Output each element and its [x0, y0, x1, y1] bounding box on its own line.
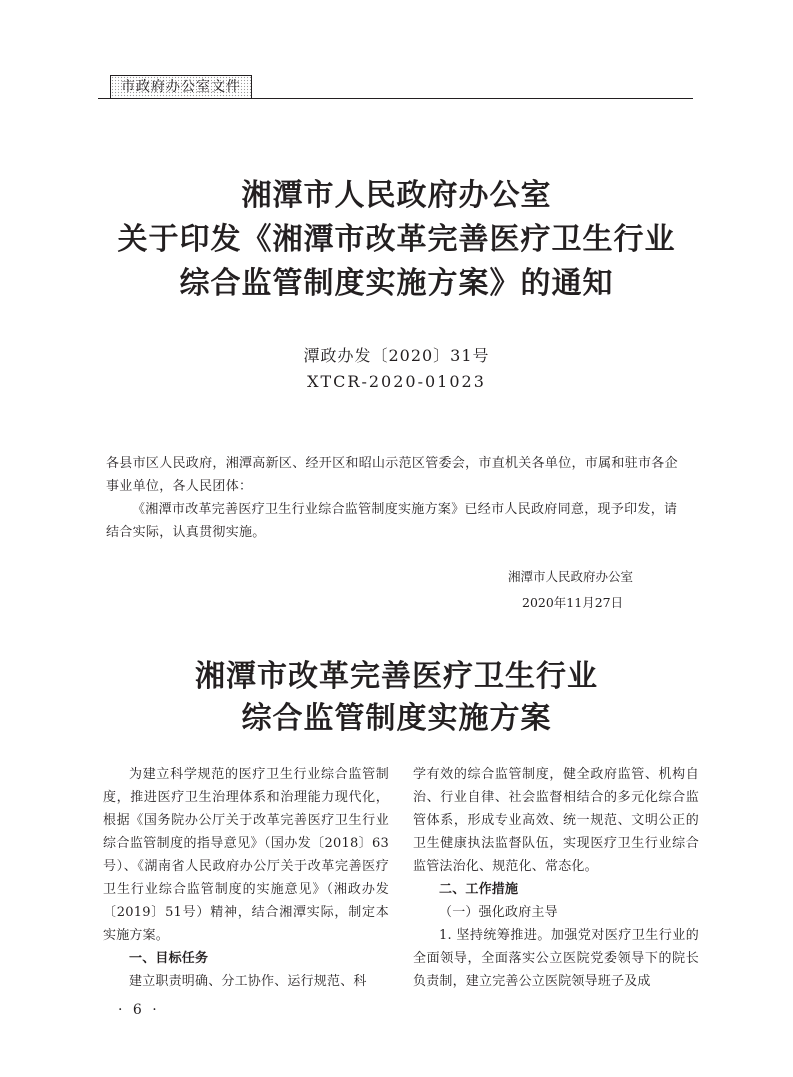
document-category-tag: 市政府办公室文件: [110, 75, 252, 99]
plan-title-line-1: 湘潭市改革完善医疗卫生行业: [195, 659, 598, 694]
notice-body: 《湘潭市改革完善医疗卫生行业综合监管制度实施方案》已经市人民政府同意，现予印发，请结合实际，认真贯彻实施。: [106, 502, 678, 540]
signature-issuer: 湘潭市人民政府办公室: [508, 569, 634, 584]
notice-title-line-3: 综合监管制度实施方案》的通知: [179, 266, 614, 301]
right-column: [413, 763, 699, 993]
signature-date: 2020年11月27日: [522, 595, 624, 610]
notice-title-line-1: 湘潭市人民政府办公室: [241, 178, 552, 213]
registration-code: XTCR-2020-01023: [307, 372, 486, 391]
plan-title-line-2: 综合监管制度实施方案: [241, 701, 552, 736]
section-heading-goals: 一、目标任务: [129, 951, 209, 966]
item-paragraph-1: 1. 坚持统筹推进。加强党对医疗卫生行业的全面领导，全面落实公立医院党委领导下的院长负责制，建立完善公立医院领导班子及成: [413, 928, 699, 989]
header-rule: [98, 98, 693, 99]
subsection-heading-government: （一）强化政府主导: [439, 905, 558, 920]
page-number: · 6 ·: [118, 1002, 160, 1018]
goals-paragraph-start: 建立职责明确、分工协作、运行规范、科: [129, 974, 367, 989]
goals-paragraph-continued: 学有效的综合监管制度，健全政府监管、机构自治、行业自律、社会监督相结合的多元化综合监管体系，形成专业高效、统一规范、文明公正的卫生健康执法监督队伍，实现医疗卫生行业综合监管法治化、规范化、常态化。: [413, 767, 699, 874]
notice-title-line-2: 关于印发《湘潭市改革完善医疗卫生行业: [117, 222, 676, 257]
notice-recipients: 各县市区人民政府，湘潭高新区、经开区和昭山示范区管委会，市直机关各单位，市属和驻市各企事业单位，各人民团体：: [106, 456, 678, 494]
left-column: [103, 763, 389, 993]
section-heading-measures: 二、工作措施: [439, 882, 519, 897]
intro-paragraph: 为建立科学规范的医疗卫生行业综合监管制度，推进医疗卫生治理体系和治理能力现代化，根据《国务院办公厅关于改革完善医疗卫生行业综合监管制度的指导意见》（国办发〔2018〕63号）、《湖南省人民政府办公厅关于改革完善医疗卫生行业综合监管制度的实施意见》（湘政办发〔2019〕51号）精神，结合湘潭实际，制定本实施方案。: [103, 767, 389, 943]
document-number: 潭政办发〔2020〕31号: [303, 346, 490, 365]
